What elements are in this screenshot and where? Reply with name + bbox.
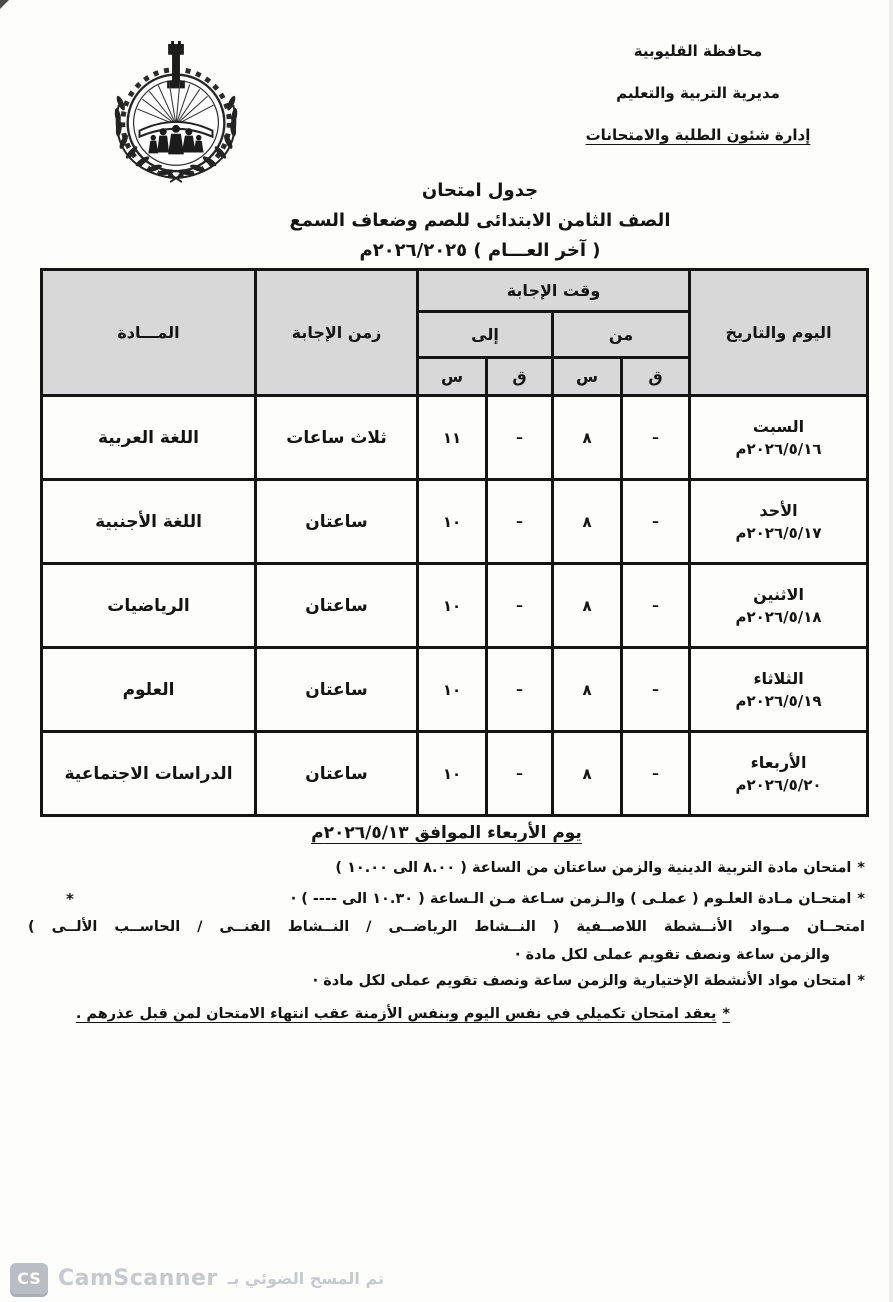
camscanner-label: تم المسح الضوئي بـ: [227, 1269, 385, 1288]
cell-from-minutes: –: [622, 396, 690, 480]
cell-from-minutes: –: [622, 648, 690, 732]
cell-day-date: السبت ٢٠٢٦/٥/١٦م: [690, 396, 868, 480]
cell-subject: اللغة الأجنبية: [42, 480, 256, 564]
cell-to-hours: ١٠: [418, 564, 487, 648]
exam-schedule-table: [40, 268, 869, 817]
cell-to-minutes: –: [487, 396, 553, 480]
cell-day-date: الأربعاء ٢٠٢٦/٥/٢٠م: [690, 732, 868, 816]
title-line-year: ( آخر العـــام ) ٢٠٢٦/٢٠٢٥م: [359, 240, 601, 261]
cell-to-hours: ١١: [418, 396, 487, 480]
col-header-to-hours: س: [418, 358, 487, 396]
stray-asterisk: *: [66, 890, 74, 908]
footnotes: [28, 858, 865, 1024]
cell-duration: ساعتان: [256, 564, 418, 648]
note-extracurricular-line1: امتحــان مــواد الأنــشطة اللاصــفية ( النــشاط الرياضــى / النــشاط الفنــى / الحاســب الألــى ): [28, 919, 865, 935]
table-row: [42, 396, 868, 480]
cell-subject: العلوم: [42, 648, 256, 732]
cell-subject: اللغة العربية: [42, 396, 256, 480]
col-header-duration: زمن الإجابة: [256, 270, 418, 396]
cell-duration: ساعتان: [256, 732, 418, 816]
note-elective-activities: *امتحان مواد الأنشطة الإختيارية والزمن ساعة ونصف تقويم عملى لكل مادة ·: [312, 973, 865, 989]
asterisk-bullet: *: [857, 860, 865, 876]
org-header: [533, 42, 863, 168]
note-supplementary-exam: *يعقد امتحان تكميلي في نفس اليوم وبنفس الأزمنة عقب انتهاء الامتحان لمن قبل عذرهم .: [75, 1006, 730, 1022]
table-row: [42, 480, 868, 564]
table-row: [42, 564, 868, 648]
cell-to-hours: ١٠: [418, 480, 487, 564]
col-header-from-minutes: ق: [622, 358, 690, 396]
cell-to-minutes: –: [487, 480, 553, 564]
note-science-practical: *امتحـان مـادة العلـوم ( عملـى ) والـزمن سـاعة مـن الـساعة ( ١٠.٣٠ الى ---- ) ·: [290, 891, 865, 907]
cell-to-minutes: –: [487, 564, 553, 648]
cell-from-hours: ٨: [553, 396, 622, 480]
scan-corner-artifact: [0, 0, 9, 9]
cell-from-hours: ٨: [553, 732, 622, 816]
cell-to-minutes: –: [487, 648, 553, 732]
col-header-from-hours: س: [553, 358, 622, 396]
note-religious-education: *امتحان مادة التربية الدينية والزمن ساعتان من الساعة ( ٨.٠٠ الى ١٠.٠٠ ): [335, 860, 865, 876]
title-line-schedule: جدول امتحان: [421, 180, 539, 201]
asterisk-bullet: *: [857, 891, 865, 907]
cell-from-hours: ٨: [553, 564, 622, 648]
cell-from-minutes: –: [622, 732, 690, 816]
cell-day-date: الاثنين ٢٠٢٦/٥/١٨م: [690, 564, 868, 648]
directorate-line: مديرية التربية والتعليم: [616, 84, 780, 102]
col-header-answer-time: وقت الإجابة: [418, 270, 690, 312]
cell-duration: ساعتان: [256, 480, 418, 564]
cell-from-hours: ٨: [553, 480, 622, 564]
col-header-to: إلى: [418, 312, 553, 358]
asterisk-bullet: *: [857, 973, 865, 989]
asterisk-bullet: *: [722, 1006, 730, 1022]
cell-subject: الرياضيات: [42, 564, 256, 648]
cell-from-minutes: –: [622, 480, 690, 564]
title-line-grade: الصف الثامن الابتدائى للصم وضعاف السمع: [289, 210, 671, 231]
col-header-day-date: اليوم والتاريخ: [690, 270, 868, 396]
cell-duration: ثلاث ساعات: [256, 396, 418, 480]
table-row: [42, 732, 868, 816]
administration-line: إدارة شئون الطلبة والامتحانات: [585, 126, 811, 144]
governorate-line: محافظة القليوبية: [633, 42, 763, 60]
camscanner-brand: CamScanner: [58, 1266, 218, 1291]
cell-day-date: الثلاثاء ٢٠٢٦/٥/١٩م: [690, 648, 868, 732]
cell-duration: ساعتان: [256, 648, 418, 732]
note-extracurricular-line2: والزمن ساعة ونصف تقويم عملى لكل مادة ·: [515, 947, 830, 963]
ministry-education-emblem-icon: [92, 40, 260, 185]
document-title: [210, 176, 750, 266]
cell-to-minutes: –: [487, 732, 553, 816]
camscanner-badge-icon: CS: [10, 1263, 48, 1294]
ministry-education-logo: [92, 40, 260, 189]
makeup-day-line: يوم الأربعاء الموافق ٢٠٢٦/٥/١٣م: [311, 823, 582, 843]
cell-subject: الدراسات الاجتماعية: [42, 732, 256, 816]
scan-edge-shade: [889, 0, 893, 1302]
cell-to-hours: ١٠: [418, 732, 487, 816]
cell-from-minutes: –: [622, 564, 690, 648]
table-row: [42, 648, 868, 732]
cell-from-hours: ٨: [553, 648, 622, 732]
cell-day-date: الأحد ٢٠٢٦/٥/١٧م: [690, 480, 868, 564]
col-header-from: من: [553, 312, 690, 358]
camscanner-watermark: [10, 1263, 384, 1294]
col-header-subject: المـــادة: [42, 270, 256, 396]
cell-to-hours: ١٠: [418, 648, 487, 732]
col-header-to-minutes: ق: [487, 358, 553, 396]
